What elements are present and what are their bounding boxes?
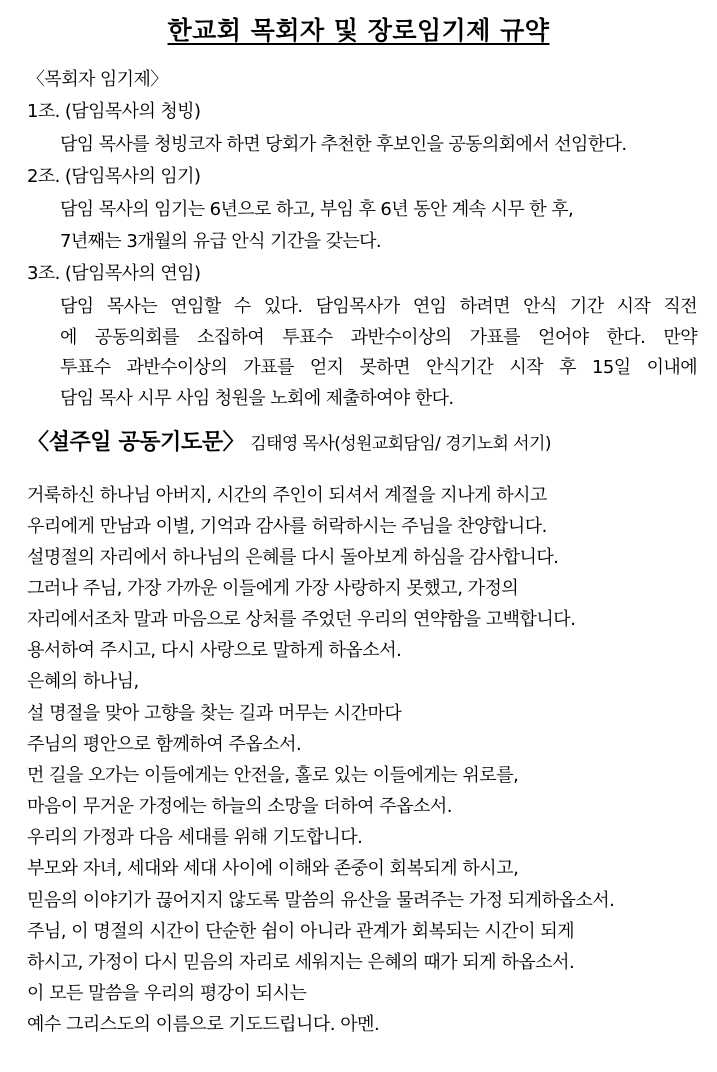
article-1-heading: 1조. (담임목사의 청빙) <box>27 101 201 122</box>
prayer-line: 자리에서조차 말과 마음으로 상처를 주었던 우리의 연약함을 고백합니다. <box>27 609 576 630</box>
prayer-line: 하시고, 가정이 다시 믿음의 자리로 세워지는 은혜의 때가 되게 하옵소서. <box>27 952 575 973</box>
article-2-line-1: 담임 목사의 임기는 6년으로 하고, 부임 후 6년 동안 계속 시무 한 후, <box>60 199 574 220</box>
prayer-line: 이 모든 말씀을 우리의 평강이 되시는 <box>27 983 307 1004</box>
article-3-line-2: 에 공동의회를 소집하여 투표수 과반수이상의 가표를 얻어야 한다. 만약 <box>60 327 697 348</box>
article-3-line-4: 담임 목사 시무 사임 청원을 노회에 제출하여야 한다. <box>60 388 454 409</box>
prayer-line: 은혜의 하나님, <box>27 671 139 692</box>
prayer-line: 우리에게 만남과 이별, 기억과 감사를 허락하시는 주님을 찬양합니다. <box>27 516 547 537</box>
prayer-line: 거룩하신 하나님 아버지, 시간의 주인이 되셔서 계절을 지나게 하시고 <box>27 485 547 506</box>
article-2-heading: 2조. (담임목사의 임기) <box>27 166 201 187</box>
article-3-line-1: 담임 목사는 연임할 수 있다. 담임목사가 연임 하려면 안식 기간 시작 직전 <box>60 296 697 317</box>
document-title-text: 한교회 목회자 및 장로임기제 규약 <box>167 16 550 45</box>
prayer-line: 주님, 이 명절의 시간이 단순한 쉼이 아니라 관계가 회복되는 시간이 되게 <box>27 921 575 942</box>
prayer-line: 부모와 자녀, 세대와 세대 사이에 이해와 존중이 회복되게 하시고, <box>27 858 519 879</box>
prayer-line: 먼 길을 오가는 이들에게는 안전을, 홀로 있는 이들에게는 위로를, <box>27 765 519 786</box>
prayer-author: 김태영 목사(성원교회담임/ 경기노회 서기) <box>250 434 551 454</box>
document-title <box>0 14 717 48</box>
prayer-line: 용서하여 주시고, 다시 사랑으로 말하게 하옵소서. <box>27 640 402 661</box>
prayer-line: 설 명절을 맞아 고향을 찾는 길과 머무는 시간마다 <box>27 703 402 724</box>
prayer-line: 믿음의 이야기가 끊어지지 않도록 말씀의 유산을 물려주는 가정 되게하옵소서. <box>27 890 615 911</box>
section-heading-pastor-term: 〈목회자 임기제〉 <box>27 69 168 90</box>
prayer-line: 마음이 무거운 가정에는 하늘의 소망을 더하여 주옵소서. <box>27 796 452 817</box>
prayer-title: 〈설주일 공동기도문〉 <box>27 430 245 455</box>
prayer-line: 설명절의 자리에서 하나님의 은혜를 다시 돌아보게 하심을 감사합니다. <box>27 547 559 568</box>
prayer-line: 우리의 가정과 다음 세대를 위해 기도합니다. <box>27 827 363 848</box>
prayer-heading <box>27 426 551 461</box>
prayer-line: 예수 그리스도의 이름으로 기도드립니다. 아멘. <box>27 1014 380 1035</box>
article-3-line-3: 투표수 과반수이상의 가표를 얻지 못하면 안식기간 시작 후 15일 이내에 <box>60 357 697 378</box>
prayer-line: 그러나 주님, 가장 가까운 이들에게 가장 사랑하지 못했고, 가정의 <box>27 578 519 599</box>
article-1-line-1: 담임 목사를 청빙코자 하면 당회가 추천한 후보인을 공동의회에서 선임한다. <box>60 134 627 155</box>
prayer-line: 주님의 평안으로 함께하여 주옵소서. <box>27 734 302 755</box>
article-2-line-2: 7년째는 3개월의 유급 안식 기간을 갖는다. <box>60 231 382 252</box>
article-3-heading: 3조. (담임목사의 연임) <box>27 263 201 284</box>
